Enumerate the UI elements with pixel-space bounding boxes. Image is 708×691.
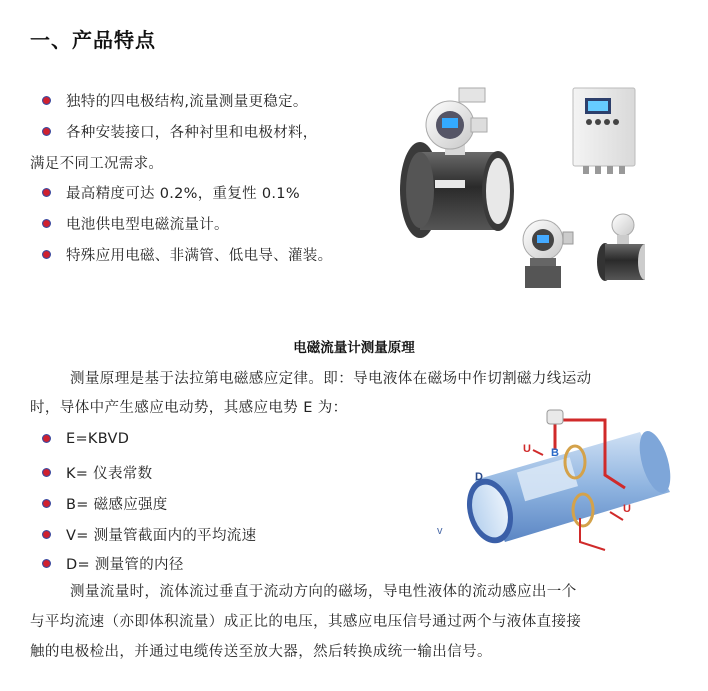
bullet-icon: [42, 96, 51, 105]
wall-converter-icon: [573, 88, 635, 174]
large-flowmeter-icon: [400, 88, 514, 238]
formula-item: V= 测量管截面内的平均流速: [44, 524, 256, 545]
formula-item: B= 磁感应强度: [44, 493, 168, 514]
bullet-icon: [42, 434, 51, 443]
feature-item: 独特的四电极结构,流量测量更稳定。: [44, 90, 308, 111]
formula-item: D= 测量管的内径: [44, 553, 184, 574]
principle-intro-line: 测量原理是基于法拉第电磁感应定律。即：导电液体在磁场中作切割磁力线运动: [70, 371, 592, 387]
feature-item: 特殊应用电磁、非满管、低电导、灌装。: [44, 244, 332, 265]
feature-item-continuation: 满足不同工况需求。: [30, 156, 164, 172]
label-u-top: U: [523, 443, 531, 455]
formula-item: K= 仪表常数: [44, 462, 152, 483]
bullet-icon: [42, 127, 51, 136]
formula-item: E=KBVD: [44, 431, 129, 447]
section-heading: 一、产品特点: [30, 28, 156, 52]
label-b: B: [551, 447, 559, 459]
transmitter-head-icon: [523, 220, 573, 288]
bullet-icon: [42, 559, 51, 568]
label-d: D: [475, 471, 483, 483]
bullet-icon: [42, 188, 51, 197]
label-u-right: U: [623, 503, 631, 515]
principle-outro-line: 测量流量时，流体流过垂直于流动方向的磁场，导电性液体的流动感应出一个: [70, 584, 577, 600]
principle-intro-line: 时，导体中产生感应电动势，其感应电势 E 为：: [30, 400, 348, 416]
principle-title: 电磁流量计测量原理: [293, 340, 415, 356]
bullet-icon: [42, 499, 51, 508]
principle-outro-line: 与平均流速（亦即体积流量）成正比的电压，其感应电压信号通过两个与液体直接接: [30, 614, 582, 630]
principle-diagram: [425, 400, 680, 565]
label-v: v: [437, 525, 443, 537]
bullet-icon: [42, 219, 51, 228]
principle-outro-line: 触的电极检出，并通过电缆传送至放大器，然后转换成统一输出信号。: [30, 644, 492, 660]
feature-item: 电池供电型电磁流量计。: [44, 213, 229, 234]
bullet-icon: [42, 468, 51, 477]
bullet-icon: [42, 250, 51, 259]
feature-item: 最高精度可达 0.2%，重复性 0.1%: [44, 182, 300, 203]
bullet-icon: [42, 530, 51, 539]
feature-item: 各种安装接口，各种衬里和电极材料，: [44, 121, 318, 142]
compact-flowmeter-icon: [597, 214, 645, 281]
product-photo: [395, 80, 645, 295]
